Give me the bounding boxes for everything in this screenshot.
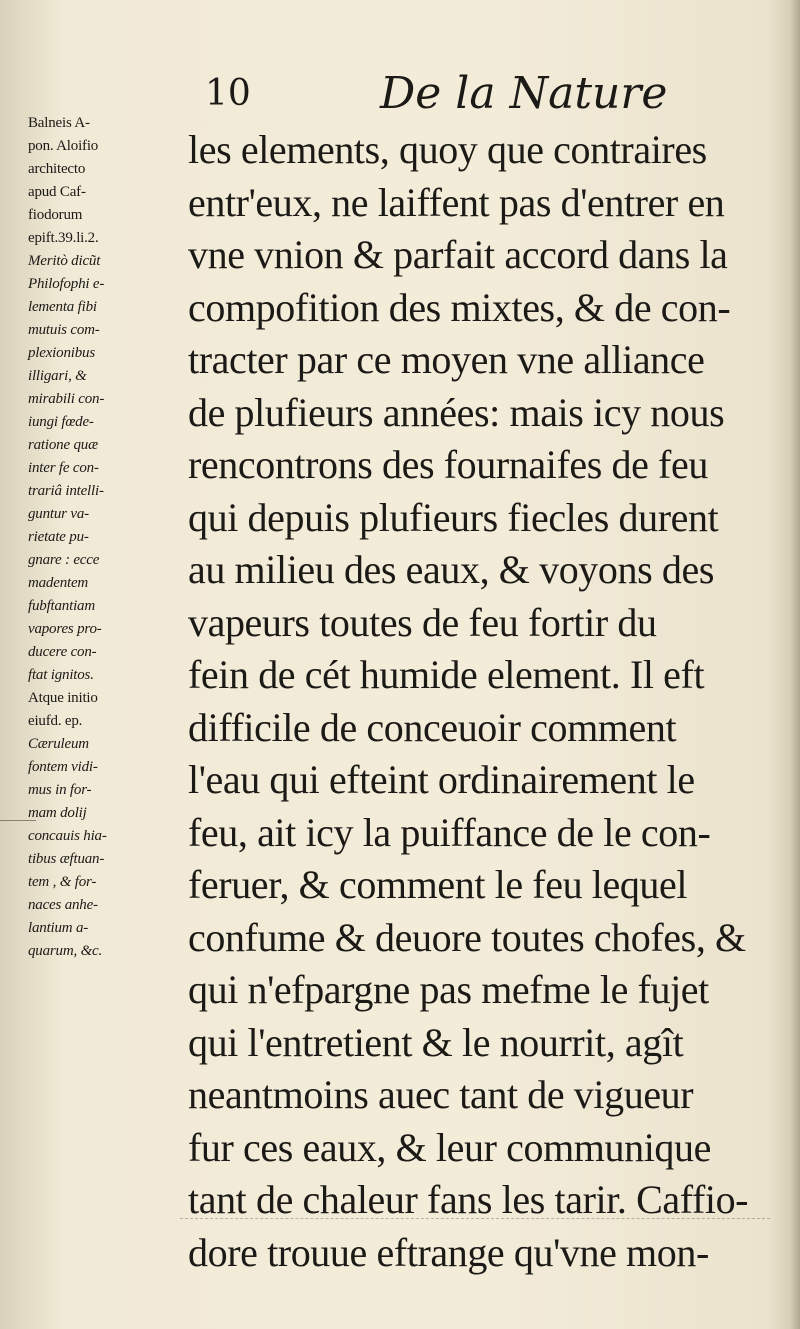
margin-note-line: trariâ intelli- bbox=[28, 483, 104, 499]
margin-note-line: mutuis com- bbox=[28, 322, 100, 338]
margin-note-line: concauis hia- bbox=[28, 828, 107, 844]
margin-note-line: rietate pu- bbox=[28, 529, 89, 545]
margin-note-line: mirabili con- bbox=[28, 391, 105, 407]
body-text-line: qui l'entretient & le nourrit, agît bbox=[188, 1019, 684, 1065]
page-edge-shadow bbox=[790, 0, 800, 1329]
margin-note-line: fubftantiam bbox=[28, 598, 95, 614]
margin-note-line: Meritò dicũt bbox=[28, 253, 101, 269]
body-text-line: tracter par ce moyen vne alliance bbox=[188, 337, 705, 382]
body-text-line: rencontrons des fournaifes de feu bbox=[188, 442, 708, 487]
margin-note-line: architecto bbox=[28, 161, 86, 177]
margin-note-line: naces anhe- bbox=[28, 897, 98, 913]
margin-note-line: madentem bbox=[28, 575, 89, 591]
margin-note-line: guntur va- bbox=[28, 506, 89, 522]
body-text-line: de plufieurs années: mais icy nous bbox=[188, 389, 725, 435]
margin-note-line: eiufd. ep. bbox=[28, 713, 83, 729]
margin-note-line: tibus æftuan- bbox=[28, 851, 105, 867]
body-text-line: feu, ait icy la puiffance de le con- bbox=[188, 809, 711, 855]
margin-note-line: epift.39.li.2. bbox=[28, 230, 99, 246]
margin-note-line: ducere con- bbox=[28, 644, 97, 660]
margin-note-line: lementa fibi bbox=[28, 299, 97, 315]
margin-rule bbox=[0, 820, 36, 821]
margin-note-line: Balneis A- bbox=[28, 115, 90, 131]
body-text-line: entr'eux, ne laiffent pas d'entrer en bbox=[188, 179, 725, 225]
margin-note-line: mam dolij bbox=[28, 805, 87, 821]
margin-note-line: ratione quæ bbox=[28, 437, 98, 453]
margin-note-line: iungi fœde- bbox=[28, 414, 94, 430]
bottom-rule bbox=[180, 1218, 770, 1219]
body-text-line: l'eau qui efteint ordinairement le bbox=[188, 757, 695, 802]
body-text-line: tant de chaleur fans les tarir. Caffio- bbox=[188, 1177, 749, 1222]
body-text-line: au milieu des eaux, & voyons des bbox=[188, 547, 714, 592]
body-text-line: difficile de conceuoir comment bbox=[188, 704, 677, 750]
margin-notes bbox=[28, 112, 188, 963]
body-text-line: dore trouue eftrange qu'vne mon- bbox=[188, 1229, 709, 1275]
body-text-line: vne vnion & parfait accord dans la bbox=[188, 232, 728, 277]
running-head: De la Nature bbox=[380, 68, 668, 119]
margin-note-line: quarum, &c. bbox=[28, 943, 103, 959]
margin-note-line: pon. Aloifio bbox=[28, 138, 99, 154]
margin-note-line: vapores pro- bbox=[28, 621, 102, 637]
margin-note-line: mus in for- bbox=[28, 782, 92, 798]
margin-note-line: fontem vidi- bbox=[28, 759, 98, 775]
body-text-line: neantmoins auec tant de vigueur bbox=[188, 1072, 694, 1117]
body-text bbox=[188, 124, 788, 1279]
margin-note-line: ftat ignitos. bbox=[28, 667, 94, 683]
body-text-line: qui n'efpargne pas mefme le fujet bbox=[188, 967, 709, 1012]
margin-note-line: gnare : ecce bbox=[28, 552, 100, 568]
margin-note-line: Atque initio bbox=[28, 690, 98, 706]
margin-note-line: illigari, & bbox=[28, 368, 87, 384]
body-text-line: fein de cét humide element. Il eft bbox=[188, 652, 705, 697]
margin-note-line: fiodorum bbox=[28, 207, 83, 223]
body-text-line: vapeurs toutes de feu fortir du bbox=[188, 599, 657, 645]
margin-note-line: apud Caf- bbox=[28, 184, 86, 200]
body-text-line: fur ces eaux, & leur communique bbox=[188, 1124, 711, 1170]
body-text-line: compofition des mixtes, & de con- bbox=[188, 284, 731, 330]
page-number: 10 bbox=[205, 73, 251, 114]
body-text-line: feruer, & comment le feu lequel bbox=[188, 862, 688, 907]
margin-note-line: tem , & for- bbox=[28, 874, 97, 890]
body-text-line: confume & deuore toutes chofes, & bbox=[188, 914, 746, 960]
margin-note-line: plexionibus bbox=[28, 345, 95, 361]
body-text-line: les elements, quoy que contraires bbox=[188, 127, 707, 172]
margin-note-line: inter fe con- bbox=[28, 460, 99, 476]
margin-note-line: lantium a- bbox=[28, 920, 89, 936]
margin-note-line: Philofophi e- bbox=[28, 276, 105, 292]
margin-note-line: Cæruleum bbox=[28, 736, 89, 752]
body-text-line: qui depuis plufieurs fiecles durent bbox=[188, 494, 719, 540]
